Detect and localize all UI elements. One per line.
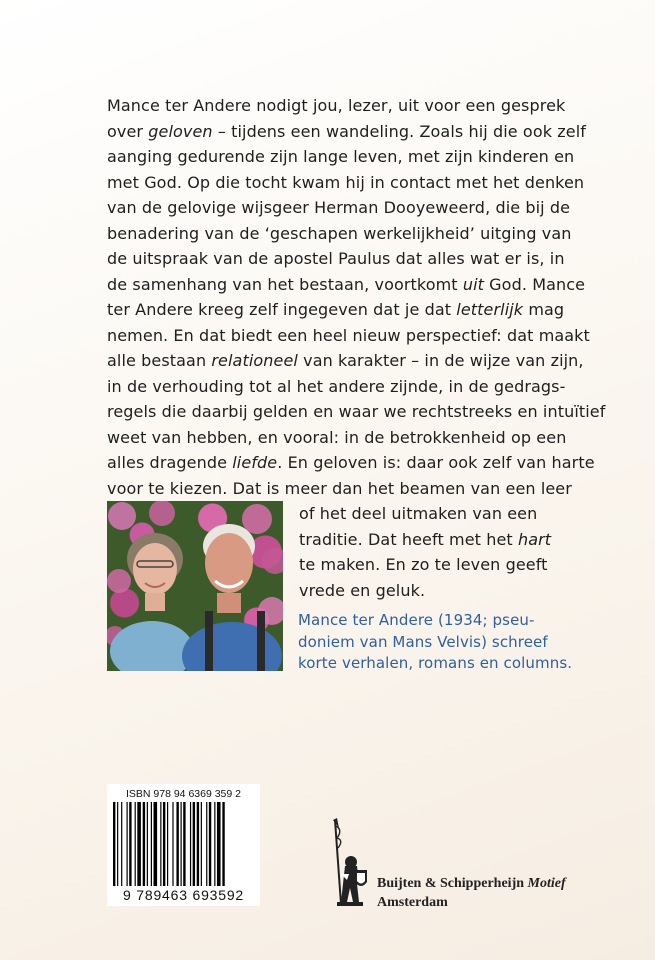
bio-line: korte verhalen, romans en columns. bbox=[298, 654, 573, 672]
blurb-line bbox=[107, 374, 577, 400]
blurb-line bbox=[107, 272, 586, 298]
barcode-bar bbox=[183, 802, 185, 886]
isbn-digits: 9 789463 693592 bbox=[123, 887, 244, 903]
blurb-line bbox=[107, 450, 595, 476]
blurb-line bbox=[107, 119, 586, 145]
barcode-bar bbox=[147, 802, 148, 886]
barcode-bar bbox=[129, 802, 131, 886]
blurb-line bbox=[107, 348, 584, 374]
blurb-text: voor te kiezen. Dat is meer dan het beamen van een leer bbox=[107, 478, 572, 498]
barcode-bar bbox=[127, 802, 128, 886]
blurb-line bbox=[107, 221, 577, 247]
author-bio bbox=[298, 610, 578, 675]
barcode-bar bbox=[143, 802, 145, 886]
bio-line: doniem van Mans Velvis) schreef bbox=[298, 632, 548, 651]
barcode-bar bbox=[167, 802, 168, 886]
publisher-imprint-name: Motief bbox=[527, 876, 566, 891]
barcode-bar bbox=[113, 802, 115, 886]
barcode-bar bbox=[181, 802, 182, 886]
blurb-emphasis: letterlijk bbox=[456, 300, 524, 319]
blurb-text: of het deel uitmaken van een bbox=[299, 504, 538, 523]
blurb-line bbox=[107, 93, 577, 119]
author-photo bbox=[107, 501, 283, 671]
blurb-text: in de verhouding tot al het andere zijnde, in de gedrags- bbox=[107, 376, 566, 396]
blurb-line bbox=[107, 297, 577, 323]
publisher-name-line bbox=[377, 874, 566, 893]
barcode-bar bbox=[117, 802, 118, 886]
barcode-bar bbox=[201, 802, 202, 886]
blurb-text: van de gelovige wijsgeer Herman Dooyeweerd, die bij de bbox=[107, 198, 571, 217]
blurb-text: vrede en geluk. bbox=[299, 580, 426, 600]
blurb-text: aanging gedurende zijn lange leven, met zijn kinderen en bbox=[107, 147, 575, 166]
barcode-bar bbox=[190, 802, 191, 886]
blurb-text: regels die daarbij gelden en waar we rechtstreeks en intuïtief bbox=[107, 402, 606, 421]
blurb-text: mag bbox=[523, 300, 565, 319]
blurb-text: – tijdens een wandeling. Zoals hij die ook zelf bbox=[212, 121, 586, 141]
barcode-bar bbox=[135, 802, 136, 886]
blurb-line bbox=[107, 195, 577, 221]
blurb-text: de samenhang van het bestaan, voortkomt bbox=[107, 274, 463, 294]
blurb-text: van karakter – in de wijze van zijn, bbox=[297, 351, 584, 370]
blurb-text: de uitspraak van de apostel Paulus dat alles wat er is, in bbox=[107, 249, 565, 268]
barcode-bar bbox=[176, 802, 178, 886]
knight-with-lance-logo-icon bbox=[327, 818, 373, 912]
blurb-emphasis: geloven bbox=[148, 121, 213, 141]
blurb-text: benadering van de ‘geschapen werkelijkheid’ uitging van bbox=[107, 223, 572, 243]
barcode-bar bbox=[163, 802, 165, 886]
barcode-bar bbox=[209, 802, 211, 886]
blurb-text: alle bestaan bbox=[107, 351, 212, 370]
blurb-text: Mance ter Andere nodigt jou, lezer, uit voor een gesprek bbox=[107, 96, 566, 115]
barcode-bar bbox=[222, 802, 224, 886]
publisher-city: Amsterdam bbox=[377, 895, 448, 910]
blurb-emphasis: uit bbox=[462, 274, 484, 294]
blurb-line bbox=[107, 170, 585, 196]
blurb-text: God. Mance bbox=[484, 274, 586, 294]
blurb-line bbox=[107, 399, 606, 425]
blurb-line bbox=[107, 323, 590, 349]
barcode-bar bbox=[197, 802, 199, 886]
blurb-text: traditie. Dat heeft met het bbox=[299, 529, 518, 549]
blurb-text: over bbox=[107, 121, 149, 141]
blurb-line bbox=[107, 476, 577, 502]
barcode-bar bbox=[137, 802, 141, 886]
barcode-bar bbox=[121, 802, 122, 886]
blurb-emphasis: liefde bbox=[232, 453, 278, 472]
blurb-line bbox=[107, 246, 577, 272]
blurb-text: alles dragende bbox=[107, 453, 233, 472]
blurb-text: weet van hebben, en vooral: in de betrokkenheid op een bbox=[107, 427, 567, 447]
blurb-text: ter Andere kreeg zelf ingegeven dat je dat bbox=[107, 300, 457, 319]
isbn-barcode bbox=[107, 784, 260, 906]
barcode-bar bbox=[193, 802, 195, 886]
barcode-bar bbox=[217, 802, 221, 886]
barcode-bar bbox=[151, 802, 152, 886]
publisher-imprint bbox=[377, 874, 566, 912]
barcode-bar bbox=[154, 802, 158, 886]
isbn-label: ISBN 978 94 6369 359 2 bbox=[125, 788, 241, 800]
barcode-bar bbox=[206, 802, 207, 886]
barcode-bar bbox=[160, 802, 161, 886]
blurb-line bbox=[107, 425, 577, 451]
blurb-emphasis: relationeel bbox=[211, 351, 298, 370]
blurb-emphasis: hart bbox=[517, 529, 552, 549]
blurb-line bbox=[107, 144, 577, 170]
barcode-bar bbox=[172, 802, 173, 886]
bio-line: Mance ter Andere (1934; pseu- bbox=[298, 611, 535, 629]
author-photo-illustration bbox=[107, 501, 283, 671]
barcode-bar bbox=[214, 802, 215, 886]
publisher-name: Buijten & Schipperheijn bbox=[377, 876, 525, 891]
blurb-text: met God. Op die tocht kwam hij in contact met het denken bbox=[107, 172, 585, 192]
barcode-bars bbox=[113, 802, 254, 886]
blurb-text: . En geloven is: daar ook zelf van harte bbox=[277, 453, 595, 472]
blurb-text: nemen. En dat biedt een heel nieuw perspectief: dat maakt bbox=[107, 325, 590, 345]
blurb-text: te maken. En zo te leven geeft bbox=[299, 555, 548, 574]
